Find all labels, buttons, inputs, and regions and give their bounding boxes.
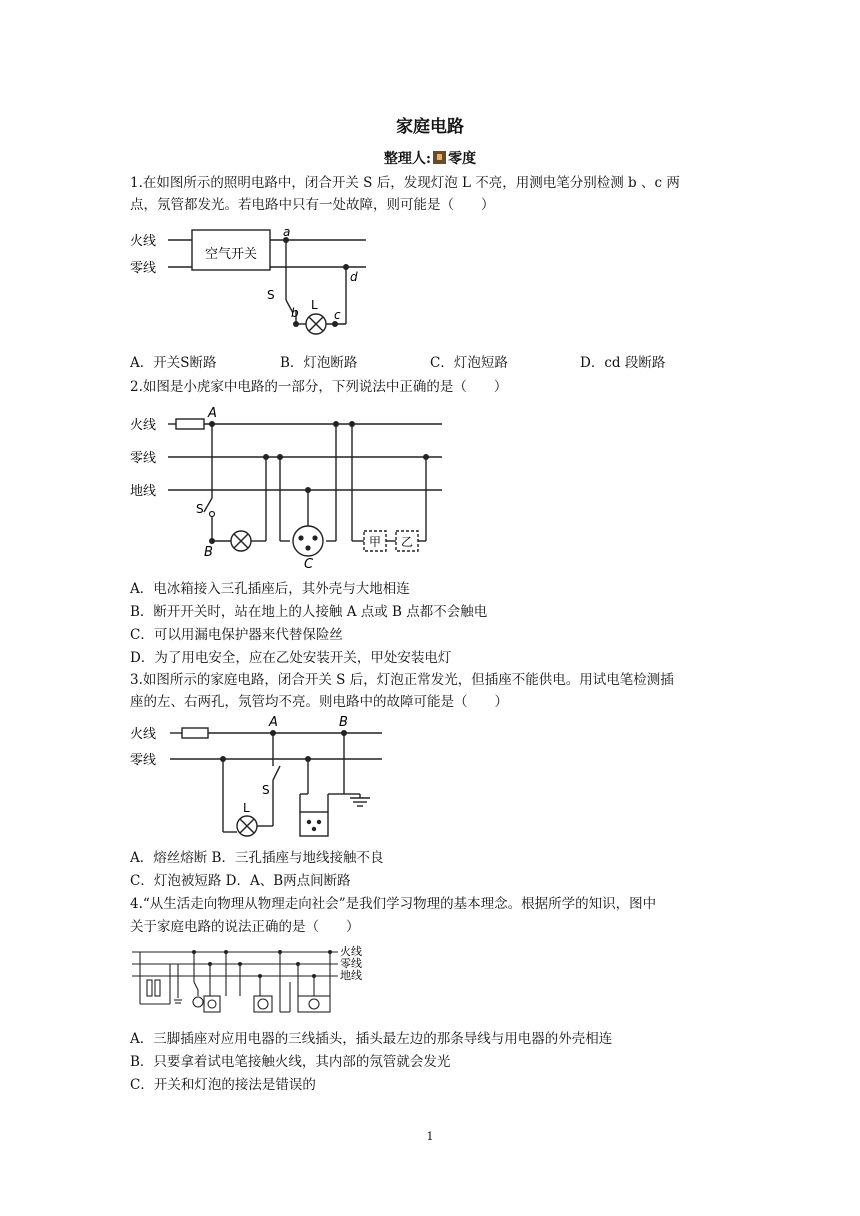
q2-label-S: S [196, 502, 204, 516]
page-number: 1 [426, 1130, 434, 1143]
q1-option-b: B．灯泡断路 [280, 355, 358, 371]
q3-label-B: B [339, 715, 348, 730]
q2-label-yi: 乙 [400, 535, 414, 549]
q3-option-cd: C．灯泡被短路 D．A、B两点间断路 [130, 873, 351, 889]
q2-live-label: 火线 [130, 418, 157, 433]
q2-label-B: B [204, 545, 213, 560]
q1-option-c: C．灯泡短路 [430, 355, 508, 371]
q2-label-jia: 甲 [368, 535, 382, 549]
q4-ground-label: 地线 [340, 969, 362, 982]
q3-stem-line2: 座的左、右两孔，氖管均不亮。则电路中的故障可能是（ ） [130, 694, 508, 710]
q3-circuit-diagram [130, 714, 390, 840]
compiler-line [0, 150, 860, 168]
q2-label-C: C [304, 557, 314, 572]
q4-neutral-label: 零线 [340, 957, 362, 970]
q1-neutral-label: 零线 [130, 261, 157, 276]
q1-label-d: d [350, 270, 358, 284]
q2-option-d: D．为了用电安全，应在乙处安装开关，甲处安装电灯 [130, 650, 452, 666]
compiler-name: 零度 [448, 151, 477, 167]
q1-option-d: D．cd 段断路 [580, 355, 666, 371]
compiler-prefix: 整理人: [383, 151, 432, 167]
q3-live-label: 火线 [130, 727, 157, 742]
page-title: 家庭电路 [396, 117, 464, 137]
q4-circuit-diagram [130, 942, 380, 1022]
compiler-logo-icon [433, 151, 446, 164]
q3-label-A: A [269, 715, 278, 730]
q3-label-S: S [262, 783, 270, 797]
q3-option-ab: A．熔丝熔断 B．三孔插座与地线接触不良 [130, 850, 384, 866]
q3-stem-line1: 3.如图所示的家庭电路，闭合开关 S 后，灯泡正常发光，但插座不能供电。用试电笔检测插 [130, 672, 674, 688]
q1-label-c: c [334, 308, 341, 322]
q3-label-L: L [243, 801, 250, 815]
q1-label-a: a [283, 225, 291, 239]
q3-neutral-label: 零线 [130, 753, 157, 768]
q4-stem-line2: 关于家庭电路的说法正确的是（ ） [130, 919, 360, 935]
q1-option-a: A．开关S断路 [130, 355, 217, 371]
q4-option-b: B．只要拿着试电笔接触火线，其内部的氖管就会发光 [130, 1054, 451, 1070]
q4-option-c: C．开关和灯泡的接法是错误的 [130, 1077, 316, 1093]
q2-stem-line1: 2.如图是小虎家中电路的一部分，下列说法中正确的是（ ） [130, 379, 508, 395]
q4-stem-line1: 4.“从生活走向物理从物理走向社会”是我们学习物理的基本理念。根据所学的知识，图中 [130, 896, 657, 912]
q1-stem-line1: 1.在如图所示的照明电路中，闭合开关 S 后，发现灯泡 L 不亮，用测电笔分别检测 b 、c 两 [130, 175, 680, 191]
q2-label-A: A [208, 406, 217, 421]
q2-neutral-label: 零线 [130, 451, 157, 466]
q2-option-a: A．电冰箱接入三孔插座后，其外壳与大地相连 [130, 581, 410, 597]
q2-option-b: B．断开开关时，站在地上的人接触 A 点或 B 点都不会触电 [130, 604, 488, 620]
q1-label-S: S [267, 288, 275, 302]
q1-label-b: b [291, 306, 299, 320]
q1-stem-line2: 点，氖管都发光。若电路中只有一处故障，则可能是（ ） [130, 197, 495, 213]
q1-circuit-diagram [130, 225, 380, 340]
q2-option-c: C．可以用漏电保护器来代替保险丝 [130, 627, 343, 643]
q2-circuit-diagram [130, 402, 450, 572]
q1-label-L: L [311, 298, 318, 312]
q1-breaker-label: 空气开关 [204, 247, 258, 262]
q4-live-label: 火线 [340, 945, 362, 958]
q2-ground-label: 地线 [130, 484, 157, 499]
q4-option-a: A．三脚插座对应用电器的三线插头，插头最左边的那条导线与用电器的外壳相连 [130, 1031, 613, 1047]
q1-live-label: 火线 [130, 234, 157, 249]
